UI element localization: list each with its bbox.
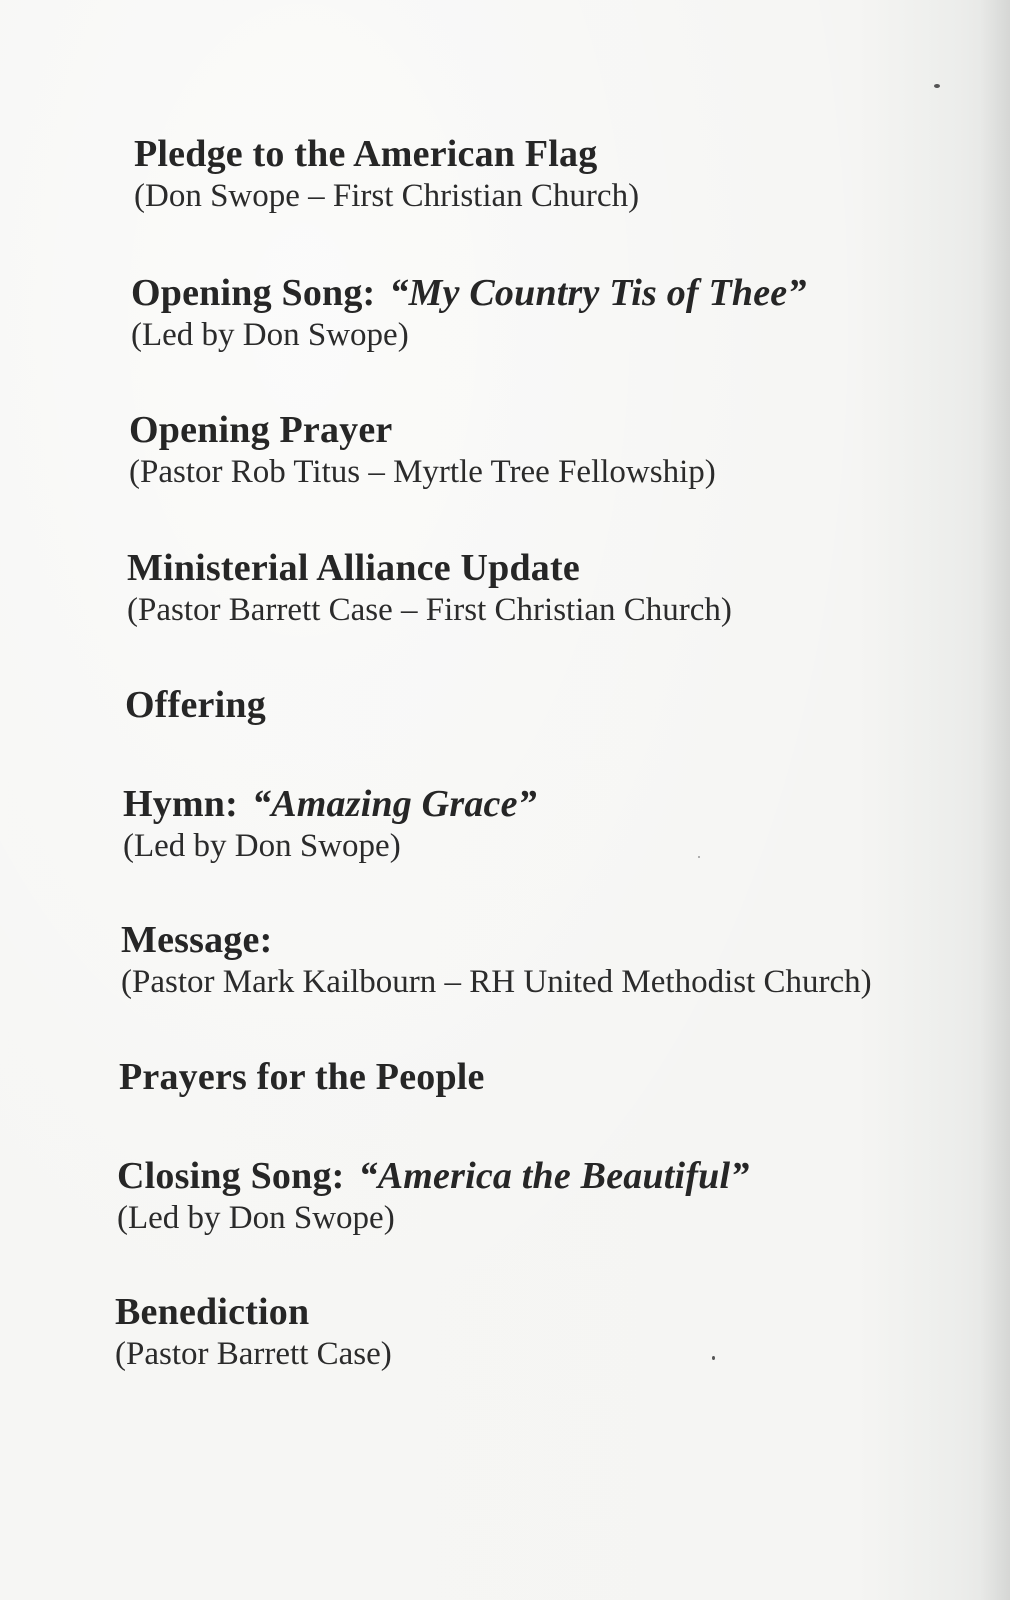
item-title: Hymn: xyxy=(123,783,238,825)
item-subtitle: (Led by Don Swope) xyxy=(131,317,409,353)
item-title: Ministerial Alliance Update xyxy=(127,547,580,589)
program-item-opening-song xyxy=(131,271,1010,355)
program-item-closing-song xyxy=(117,1154,997,1238)
item-subtitle: (Led by Don Swope) xyxy=(123,828,401,864)
item-title-row xyxy=(131,271,1010,315)
song-title: “America the Beautiful” xyxy=(358,1155,750,1197)
program-item-opening-prayer xyxy=(129,408,1009,492)
program-item-benediction xyxy=(115,1290,995,1374)
program-item-message xyxy=(121,918,1001,1002)
item-subtitle: (Pastor Rob Titus – Myrtle Tree Fellowship) xyxy=(129,454,716,490)
program-item-hymn xyxy=(123,782,1003,866)
item-subtitle: (Led by Don Swope) xyxy=(117,1200,395,1236)
program-item-prayers xyxy=(119,1055,999,1099)
item-subtitle: (Pastor Barrett Case – First Christian Church) xyxy=(127,592,732,628)
program-item-ministerial-update xyxy=(127,546,1007,630)
item-subtitle: (Don Swope – First Christian Church) xyxy=(134,178,640,214)
item-title: Opening Song: xyxy=(131,272,376,314)
item-title: Closing Song: xyxy=(117,1155,345,1197)
item-title: Message: xyxy=(121,919,273,961)
song-title: “My Country Tis of Thee” xyxy=(389,272,807,314)
program-item-pledge xyxy=(134,132,1010,216)
program-item-offering xyxy=(125,683,1005,727)
item-title: Benediction xyxy=(115,1291,310,1333)
item-title: Offering xyxy=(125,684,266,726)
item-subtitle: (Pastor Mark Kailbourn – RH United Methodist Church) xyxy=(121,964,872,1000)
item-title: Opening Prayer xyxy=(129,409,393,451)
item-title-row xyxy=(117,1154,997,1198)
song-title: “Amazing Grace” xyxy=(252,783,537,825)
paper-speck xyxy=(934,84,940,88)
item-title-row xyxy=(123,782,1003,826)
item-title: Prayers for the People xyxy=(119,1056,485,1098)
item-title: Pledge to the American Flag xyxy=(134,133,598,175)
item-subtitle: (Pastor Barrett Case) xyxy=(115,1336,392,1372)
